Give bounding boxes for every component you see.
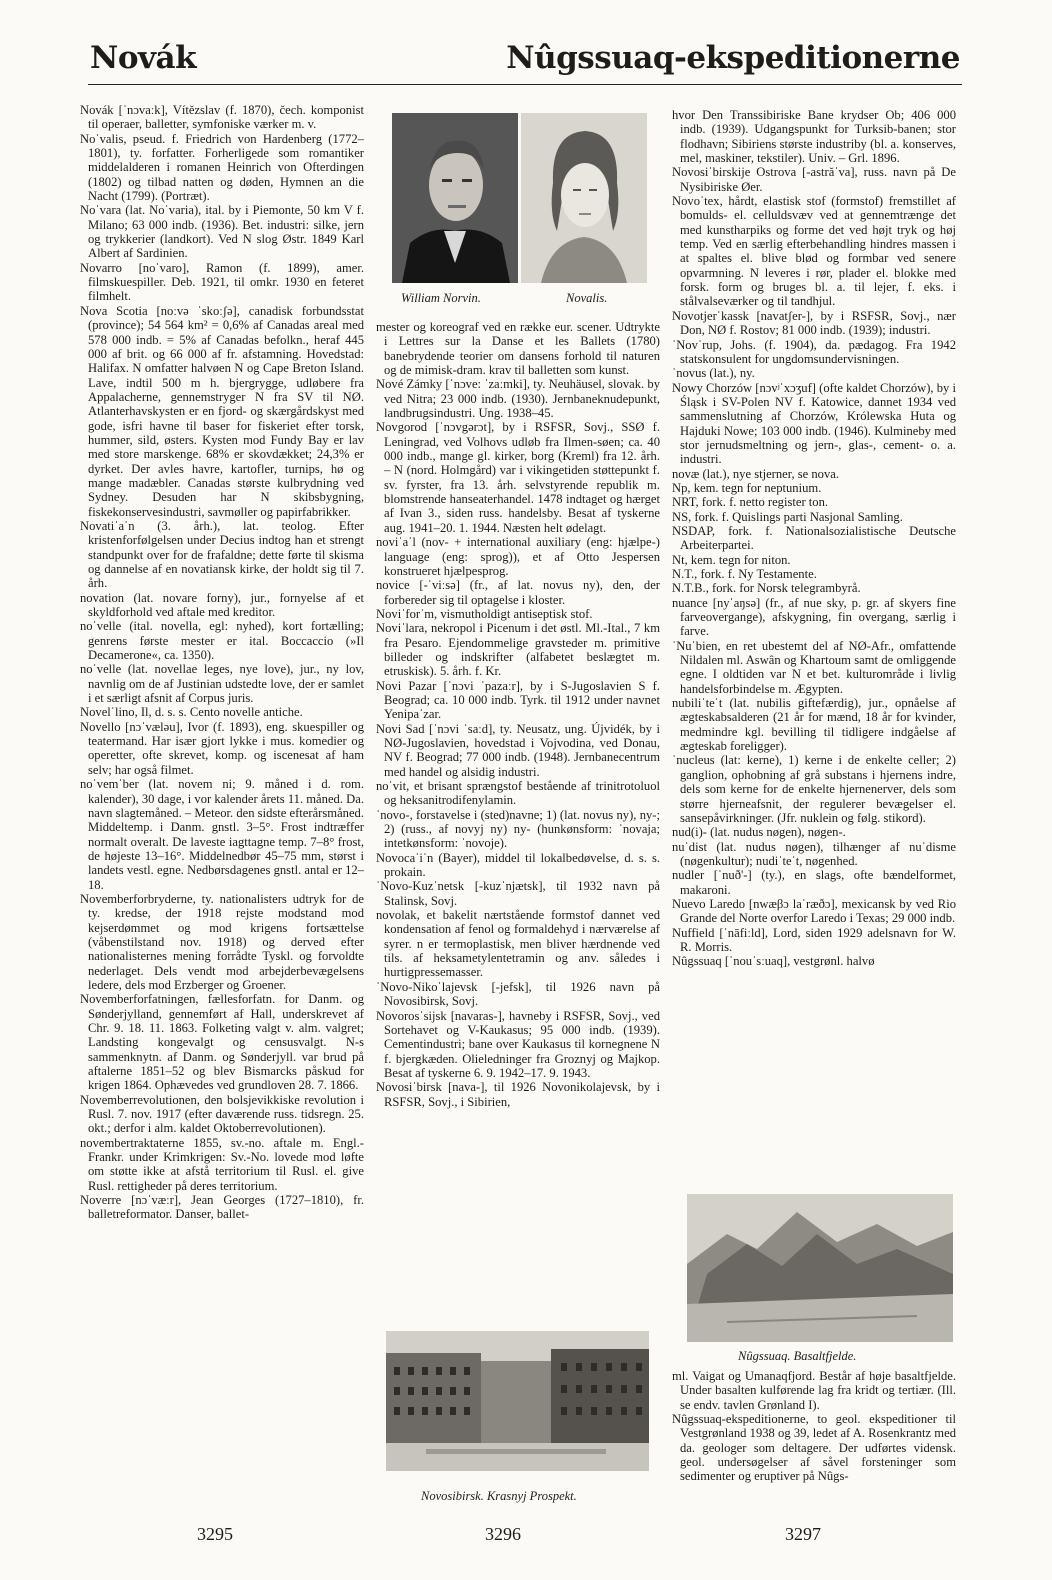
dictionary-entry: nud(i)- (lat. nudus nøgen), nøgen-.: [672, 825, 846, 840]
dictionary-entry: Nûgssuaq-ekspeditionerne, to geol. ekspeditioner til Vestgrønland 1938 og 39, ledet af A. Rosenkrantz med da. geologer som deltagere. Der udførtes vidensk. geol. undersøgelser af såvel forsteninger som sedimenter og eruptiver på Nûgs-: [672, 1412, 956, 1484]
dictionary-entry: N.T.B., fork. for Norsk telegrambyrå.: [672, 581, 861, 596]
page-number-3297: 3297: [785, 1524, 821, 1544]
dictionary-entry: Novemberrevolutionen, den bolsjevikkiske revolution i Rusl. 7. nov. 1917 (efter daværende russ. tidsregn. 25. okt.; derfor i alm. kaldet Oktoberrevolutionen).: [80, 1092, 364, 1136]
dictionary-entry: NRT, fork. f. netto register ton.: [672, 495, 829, 510]
dictionary-entry: Novák [ˈnɔvaːk], Vítězslav (f. 1870), čech. komponist til operaer, balletter, symfoniske værker m. v.: [80, 103, 364, 132]
dictionary-entry: ˈnovo-, forstavelse i (sted)navne; 1) (lat. novus ny), ny-; 2) (russ., af novyj ny) ny- (hunkønsform: ˈnovaja; intetkønsform: ˈnovoje).: [376, 807, 660, 851]
dictionary-entry: noˈvemˈber (lat. novem ni; 9. måned i d. rom. kalender), 30 dage, i vor kalender årets 11. måned. Da. navn slagtemåned. – Meteor. den sidste efterårsmåned. Middeltemp. i Danm. gnstl. 3–5°. Frost indtræffer normalt overalt. De laveste iagttagne temp. 7–8° frost, de højeste 13–16°. Middelnedbør 45–75 mm, størst i landets vestl. egne. Nedbørsdagenes gnstl. antal er 12–18.: [80, 777, 364, 892]
dictionary-entry: noˈvit, et brisant sprængstof bestående af trinitrotoluol og heksanitrodifenylamin.: [376, 779, 660, 808]
dictionary-entry: Novi Sad [ˈnɔvi ˈsaːd], ty. Neusatz, ung. Újvidék, by i NØ-Jugoslavien, hovedstad i Vojvodina, ved Donau, NV f. Beograd; 77 000 indb. (1948). Jernbanecentrum med handel og alsidig industri.: [376, 721, 660, 779]
dictionary-entry: Nuevo Laredo [nwæβɔ laˈræðɔ], mexicansk by ved Rio Grande del Norte overfor Laredo i Texas; 29 000 indb.: [672, 896, 956, 926]
photo-nugssuaq: [687, 1194, 953, 1342]
dictionary-entry: Nt, kem. tegn for niton.: [672, 552, 791, 567]
dictionary-entry: NSDAP, fork. f. Nationalsozialistische Deutsche Arbeiterpartei.: [672, 523, 956, 553]
column-1: [80, 103, 364, 1222]
dictionary-entry: noˈvelle (ital. novella, egl: nyhed), kort fortælling; genrens første mester er ital. Boccaccio (»Il Decamerone«, ca. 1350).: [80, 619, 364, 663]
dictionary-entry: Novorosˈsijsk [navaras-], havneby i RSFSR, Sovj., ved Sortehavet og V-Kaukasus; 95 000 indb. (1939). Cementindustri; bane over Kaukasus til kornegnene N f. bjergkæden. Olieledninger fra Groznyj og Majkop. Besat af tyskerne 6. 9. 1942–17. 9. 1943.: [376, 1008, 660, 1080]
column-3: [672, 108, 956, 969]
dictionary-entry: N.T., fork. f. Ny Testamente.: [672, 567, 817, 581]
dictionary-entry: Novatiˈaˈn (3. årh.), lat. teolog. Efter kristenforfølgelsen under Decius indtog han et strengt standpunkt over for de frafaldne; dette førte til skisma og dannelse af en novatiansk kirke, der holdt sig til 7. årh.: [80, 518, 364, 591]
dictionary-entry: nuance [nyˈaŋsə] (fr., af nue sky, p. gr. af skyers fine farveovergange), afskygning, fin overgang, særlig i farve.: [672, 595, 956, 639]
dictionary-entry: Nowy Chorzów [nɔvʲˈxɔʒuf] (ofte kaldet Chorzów), by i Śląsk i SV-Polen NV f. Katowice, dannet 1934 ved sammenslutning af Chorzów, Królewska Huta og Hajduki Nowe; 103 000 indb. (1946). Kulmineby med stor jernudsmeltning og jern-, glas-, cement- o. a. industri.: [672, 380, 956, 467]
dictionary-entry: ˈnucleus (lat: kerne), 1) kerne i de enkelte celler; 2) ganglion, ophobning af grå substans i hjernens indre, dels som kerne for de enkelte hjernenerver, dels som større hjerneafsnit, der regulerer bevægelser el. sansepåvirkninger. (Jfr. nuklein og følg. stikord).: [672, 753, 956, 825]
dictionary-entry: Novi Pazar [ˈnɔvi ˈpazaːr], by i S-Jugoslavien S f. Beograd; ca. 10 000 indb. Tyrk. til 1912 under navnet Yenipaˈzar.: [376, 678, 660, 722]
dictionary-entry: Nova Scotia [noːvə ˈskoːʃə], canadisk forbundsstat (province); 54 564 km² = 0,6% af Canadas areal med 578 000 indb. = 5% af Canadas befolkn., heraf 445 000 af brit. og 66 000 af fr. afstamning. Hovedstad: Halifax. N omfatter halvøen N og Cape Breton Island. Lave, indtil 500 m h. bjergrygge, udløbere fra Appalacherne, gennemstryger N fra SV til NØ. Atlanterhavskysten er en fjord- og skærgårdskyst med gode, isfri havne til baser for fiskeriet efter torsk, hummer, sild, østers. Kysten mod Fundy Bay er lav med store marskenge. 68% er skovdækket; 24,3% er dyrket. Der avles havre, kartofler, turnips, hø og mange madæbler. Canadas største kulbrydning ved Sydney. Desuden har N skibsbygning, fiskekonservesindustri, savmøller og papirfabrikker.: [80, 303, 364, 519]
dictionary-entry: Noˈvara (lat. Noˈvaria), ital. by i Piemonte, 50 km V f. Milano; 63 000 indb. (1936). Bet. industri: silke, jern og trykkerier (landkort). Ved N slog Østr. 1849 Karl Albert af Sardinien.: [80, 203, 364, 261]
dictionary-entry: Novemberforbryderne, ty. nationalisters udtryk for de ty. kredse, der 1918 rejste modstand mod kejserdømmet og mod krigens fortsættelse (våbenstilstand nov. 1918) og derved efter nationalisternes mening forrådte Tyskl. og forvoldte nederlaget. Dels vendt mod arbejderbevægelsens ledere, dels mod Erzberger og Groener.: [80, 891, 364, 992]
dictionary-entry: nubiliˈteˈt (lat. nubilis giftefærdig), jur., opnåelse af ægteskabsalderen (21 år for mænd, 18 år for kvinder, medmindre kgl. bevilling til tidligere indgåelse af ægteskab foreligger).: [672, 696, 956, 754]
caption-william-norvin: William Norvin.: [401, 291, 481, 305]
page-number-3295: 3295: [197, 1524, 233, 1544]
header-rule: [88, 84, 962, 85]
portrait-novalis: [521, 113, 647, 283]
dictionary-entry: novæ (lat.), nye stjerner, se nova.: [672, 466, 840, 481]
dictionary-entry: novolak, et bakelit nærtstående formstof dannet ved kondensation af fenol og formaldehyd i nærværelse af syrer. n er termoplastisk, men bliver hærdnende ved tils. af heksametylentetramin og anv. således i hurtigpressemasser.: [376, 908, 660, 980]
dictionary-entry: nuˈdist (lat. nudus nøgen), tilhænger af nuˈdisme (nøgenkultur); nudiˈteˈt, nøgenhed.: [672, 839, 956, 868]
dictionary-entry: ˈNovo-Kuzˈnetsk [-kuzˈnjætsk], til 1932 navn på Stalinsk, Sovj.: [376, 879, 660, 908]
column-2: [376, 320, 660, 1109]
dictionary-entry: ˈNuˈbien, en ret ubestemt del af NØ-Afr., omfattende Nildalen ml. Aswân og Khartoum samt de omliggende egne. I oldtiden var N et bet. kulturområde i livlig handelsforbindelse m. Ægypten.: [672, 638, 956, 696]
dictionary-entry: Novosiˈbirsk [nava-], til 1926 Novonikolajevsk, by i RSFSR, Sovj., i Sibirien,: [376, 1080, 660, 1109]
page-number-3296: 3296: [485, 1524, 521, 1544]
dictionary-entry: ˈNovo-Nikoˈlajevsk [-jefsk], til 1926 navn på Novosibirsk, Sovj.: [376, 979, 660, 1009]
dictionary-entry: NS, fork. f. Quislings parti Nasjonal Samling.: [672, 509, 903, 524]
column-3-continued: [672, 1369, 956, 1484]
photo-novosibirsk: [386, 1331, 649, 1471]
dictionary-entry: Novarro [noˈvaro], Ramon (f. 1899), amer. filmskuespiller. Deb. 1921, til omkr. 1930 en feteret filmhelt.: [80, 260, 364, 304]
dictionary-entry: novation (lat. novare forny), jur., fornyelse af et skyldforhold ved aftale med kreditor.: [80, 590, 364, 620]
dictionary-entry: nudler [ˈnuð'-] (ty.), en slags, ofte bændelformet, makaroni.: [672, 868, 956, 897]
caption-nugssuaq: Nûgssuaq. Basaltfjelde.: [738, 1349, 857, 1363]
dictionary-entry: ml. Vaigat og Umanaqfjord. Består af høje basaltfjelde. Under basalten kulførende lag fra kridt og tertiær. (Ill. se endv. tavlen Grønland I).: [672, 1369, 956, 1412]
dictionary-entry: ˈnovus (lat.), ny.: [672, 366, 755, 381]
portrait-william-norvin: [392, 113, 518, 283]
dictionary-entry: Novelˈlino, Il, d. s. s. Cento novelle antiche.: [80, 705, 303, 720]
dictionary-entry: Noˈvalis, pseud. f. Friedrich von Hardenberg (1772–1801), ty. forfatter. Forherligede som romantiker middelalderen i romanen Heinrich von Ofterdingen (1802) og tilbad natten og døden, Hymnen an die Nacht (1799). (Portræt).: [80, 131, 364, 204]
dictionary-entry: novice [-ˈviːsə] (fr., af lat. novus ny), den, der forbereder sig til optagelse i kloster.: [376, 578, 660, 607]
dictionary-entry: Nuffield [ˈnāfiːld], Lord, siden 1929 adelsnavn for W. R. Morris.: [672, 925, 956, 954]
dictionary-entry: Novemberforfatningen, fællesforfatn. for Danm. og Sønderjylland, gennemført af Hall, underskrevet af Chr. 9. 18. 11. 1863. Folketing valgt v. alm. valgret; Landsting kongevalgt og censusvalgt. N-s sammenknytn. af Danm. og Sønderjyll. var brud på aftalerne 1851–52 og blev Bismarcks påskud for krigen 1864. Ophævedes ved grundloven 28. 7. 1866.: [80, 992, 364, 1093]
dictionary-entry: Novgorod [ˈnɔvgərɔt], by i RSFSR, Sovj., SSØ f. Leningrad, ved Volhovs udløb fra Ilmen-søen; ca. 40 000 indb., mange gl. kirker, borg (Kreml) fra 12. årh. – N (nord. Holmgård) var i vikingetiden støttepunkt f. sv. fyrster, fra 13. årh. selvstyrende republik m. blomstrende hanseaterhandel. 1478 indtaget og hærget af Ivan 3., siden russ. handelsby. Besat af tyskerne aug. 1941–20. 1. 1944. Næsten helt ødelagt.: [376, 420, 660, 535]
dictionary-entry: Novoˈtex, hårdt, elastisk stof (formstof) fremstillet af bomulds- el. celluldsvæv ved at gennemtrænge det med kunstharpiks og forme det ved højt tryk og høj temp. Ved en særlig efterbehandling hindres massen i at spaltes el. blive blød og formbar ved senere opvarmning. N leveres i rør, plader el. blokke med forsk. form og bruges bl. a. til lejer, f. eks. i stålvalseværker og til tandhjul.: [672, 194, 956, 309]
dictionary-entry: noˈvelle (lat. novellae leges, nye love), jur., ny lov, navnlig om de af Justinian udstedte love, der er samlet i et særligt afsnit af Corpus juris.: [80, 662, 364, 706]
dictionary-entry: noviˈaˈl (nov- + international auxiliary (eng: hjælpe-) language (eng: sprog)), et af Otto Jespersen konstrueret hjælpesprog.: [376, 535, 660, 578]
caption-novosibirsk: Novosibirsk. Krasnyj Prospekt.: [421, 1489, 577, 1503]
portrait-pair: [392, 113, 647, 283]
dictionary-entry: Nûgssuaq [ˈnouˈsːuaq], vestgrønl. halvø: [672, 954, 875, 969]
dictionary-entry: Nové Zámky [ˈnɔve: ˈzaːmki], ty. Neuhäusel, slovak. by ved Nitra; 23 000 indb. (1930). Jernbaneknudepunkt, landbrugsindustri. Ung. 1938–45.: [376, 377, 660, 421]
dictionary-entry: Novotjerˈkassk [navatʃer-], by i RSFSR, Sovj., nær Don, NØ f. Rostov; 81 000 indb. (1939); industri.: [672, 308, 956, 338]
dictionary-entry: Np, kem. tegn for neptunium.: [672, 480, 822, 495]
dictionary-entry: Noviˈforˈm, vismutholdigt antiseptisk stof.: [376, 606, 593, 621]
caption-novalis: Novalis.: [566, 291, 608, 305]
dictionary-entry: Noverre [nɔˈvæːr], Jean Georges (1727–1810), fr. balletreformator. Danser, ballet-: [80, 1193, 364, 1222]
dictionary-entry: Novosiˈbirskije Ostrova [-astrăˈva], russ. navn på De Nysibiriske Øer.: [672, 165, 956, 194]
dictionary-entry: novembertraktaterne 1855, sv.-no. aftale m. Engl.-Frankr. under Krimkrigen: Sv.-No. lovede mod løfte om støtte ikke at afstå territorium til Rusl. el. give Rusl. rettigheder på deres territorium.: [80, 1135, 364, 1193]
dictionary-entry: ˈNovˈrup, Johs. (f. 1904), da. pædagog. Fra 1942 statskonsulent for ungdomsundervisningen.: [672, 337, 956, 366]
dictionary-entry: Novello [nɔˈvæləu], Ivor (f. 1893), eng. skuespiller og teatermand. Har især gjort lykke i mus. komedier og operetter, ofte skrevet, komp. og iscenesat af ham selv; har også filmet.: [80, 719, 364, 777]
dictionary-entry: Novocaˈiˈn (Bayer), middel til lokalbedøvelse, d. s. s. prokain.: [376, 850, 660, 880]
dictionary-entry: mester og koreograf ved en række eur. scener. Udtrykte i Lettres sur la Danse et les Ballets (1780) banebrydende teorier om dansens forhold til naturen og de mimisk-dram. krav til balletten som kunst.: [376, 320, 660, 378]
dictionary-entry: hvor Den Transsibiriske Bane krydser Ob; 406 000 indb. (1939). Udgangspunkt for Turksib-banen; stor flodhavn; Sibiriens største industriby (bl. a. konserves, mel, maskiner, tekstiler). Univ. – Grl. 1896.: [672, 108, 956, 166]
dictionary-entry: Noviˈlara, nekropol i Picenum i det østl. Ml.-Ital., 7 km fra Pesaro. Ejendommelige gravsteder m. primitive billeder og indskrifter (alfabetet beslægtet m. etruskisk). 5. årh. f. Kr.: [376, 621, 660, 679]
running-head-right: Nûgssuaq-ekspeditionerne: [506, 40, 960, 76]
running-head-left: Novák: [90, 40, 197, 76]
